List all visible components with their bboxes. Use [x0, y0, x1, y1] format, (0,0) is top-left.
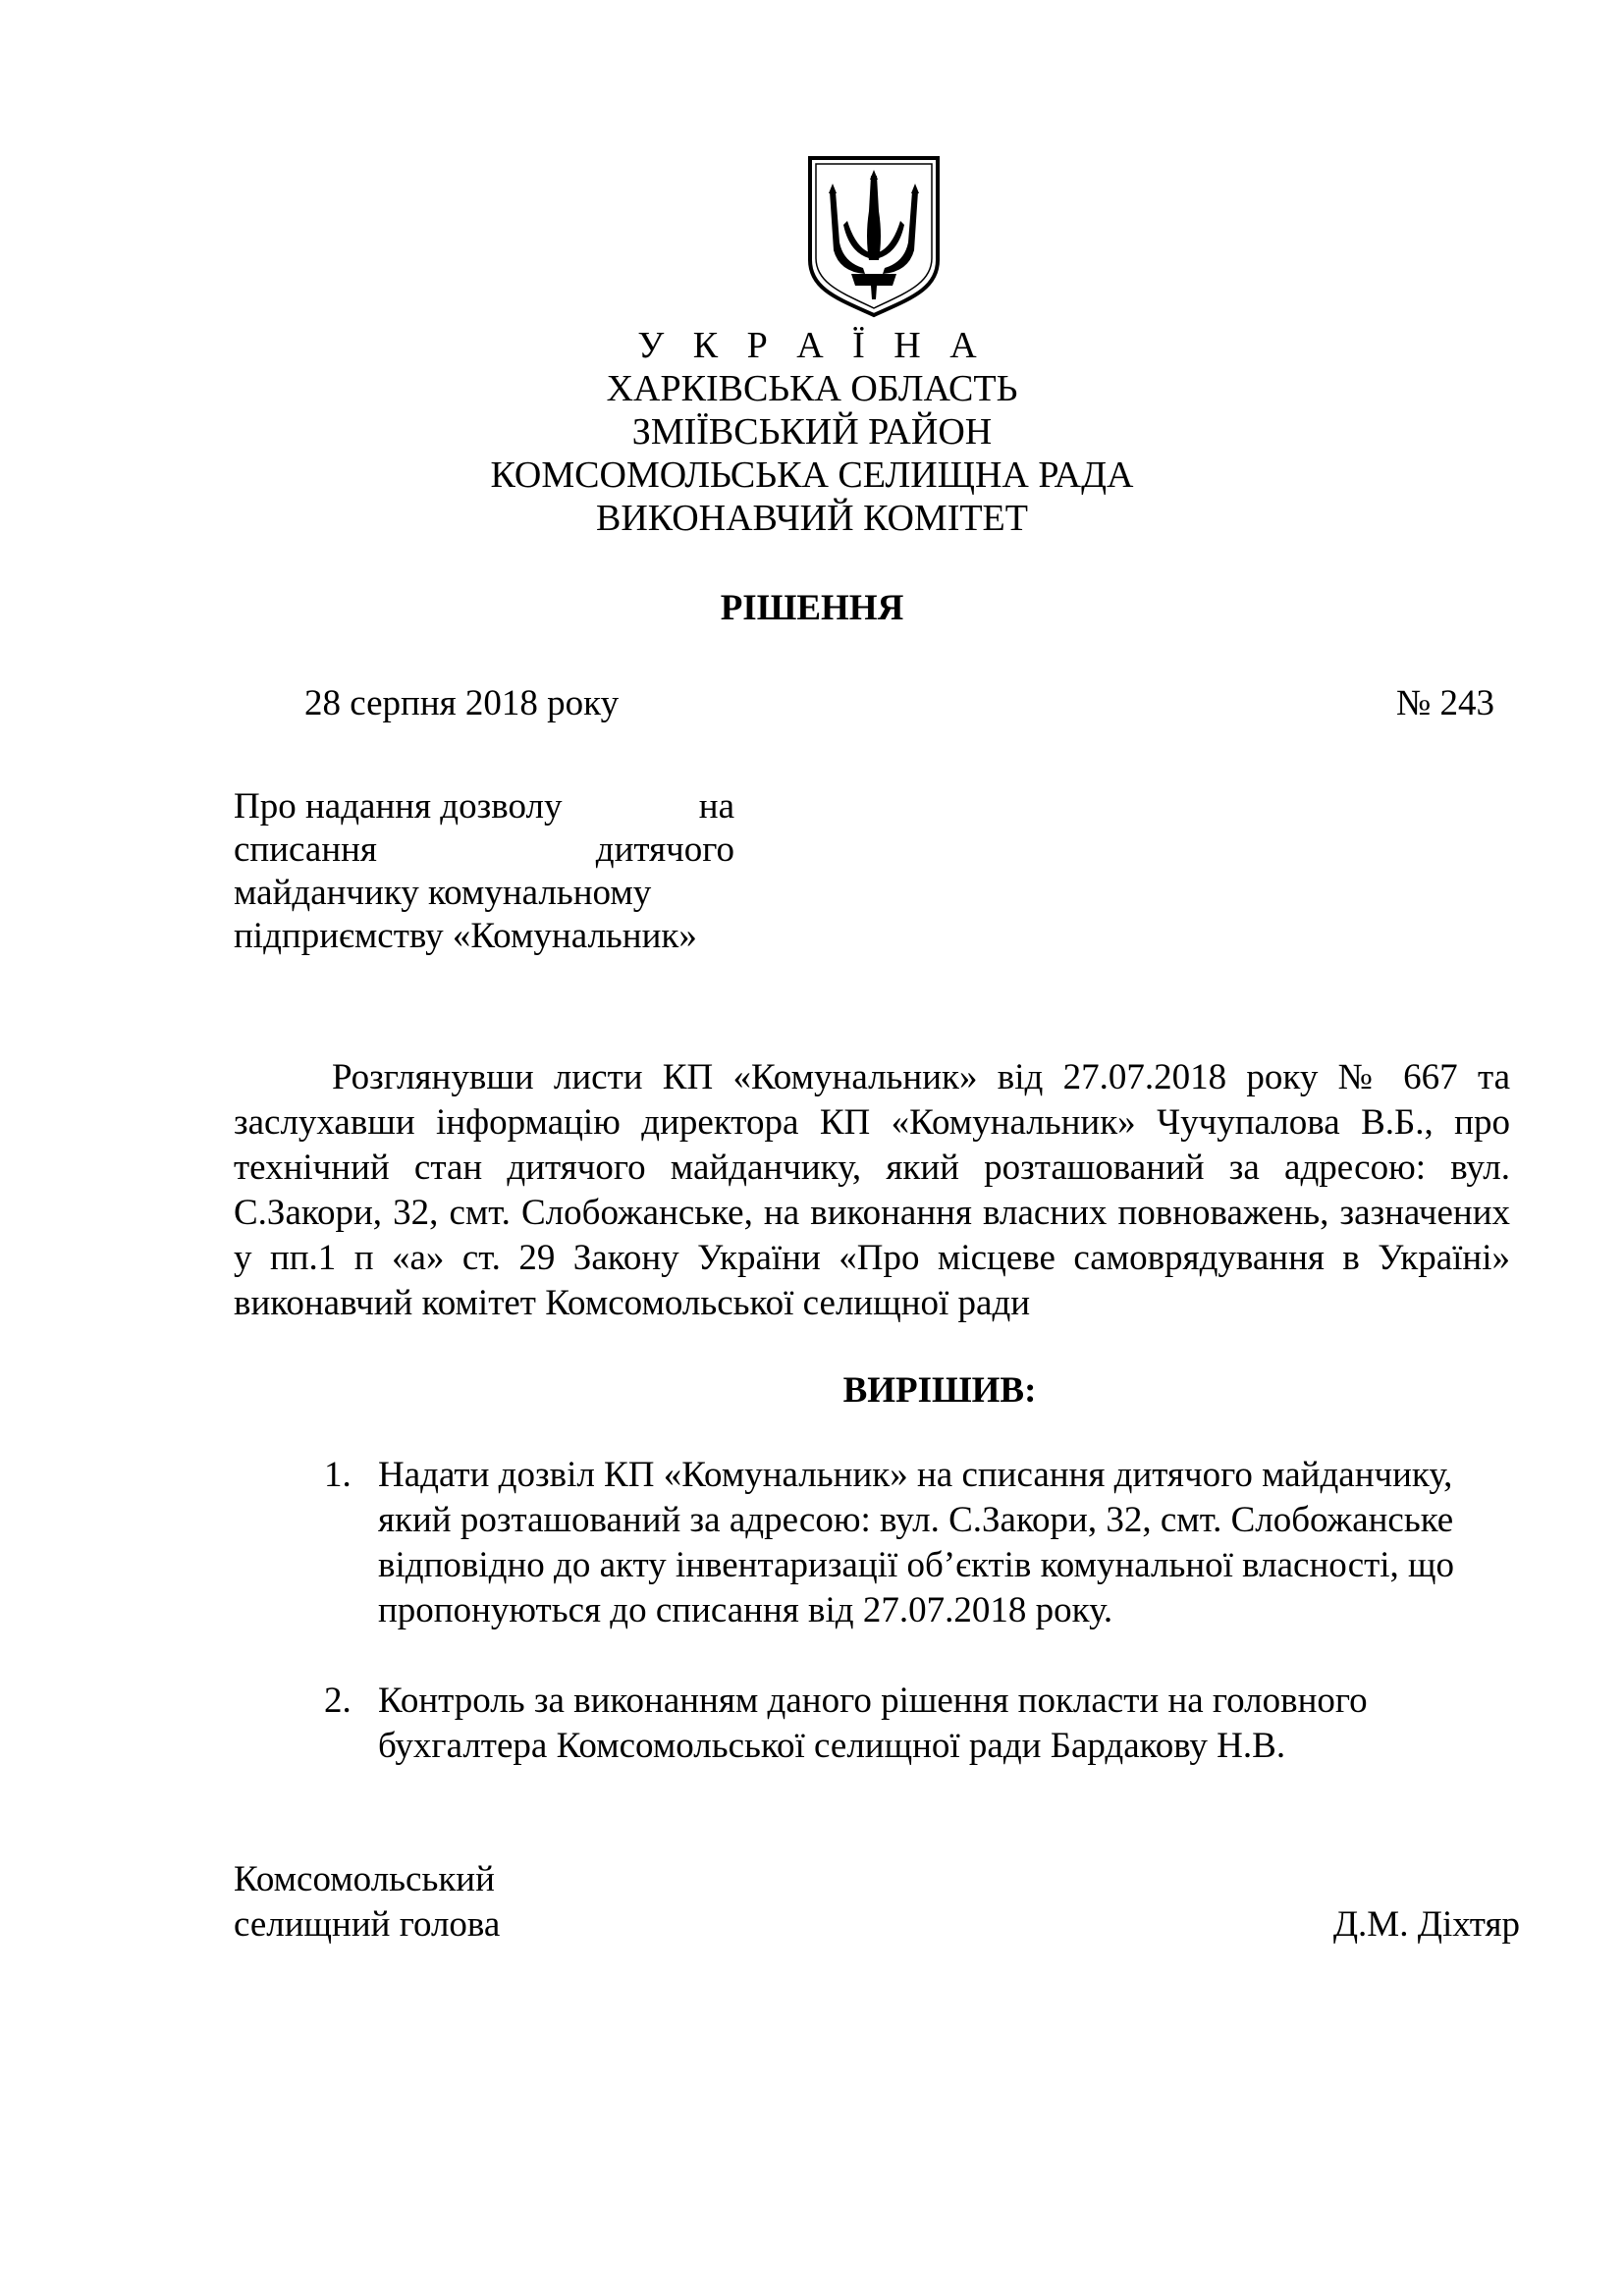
header-council: КОМСОМОЛЬСЬКА СЕЛИЩНА РАДА [490, 454, 1134, 496]
preamble-paragraph: Розглянувши листи КП «Комунальник» від 27.07.2018 року № 667 та заслухавши інформацію директора КП «Комунальник» Чучупалова В.Б., про технічний стан дитячого майданчику, який розташований за адресою: вул. С.Закори, 32, смт. Слобожанське, на виконання власних повноважень, зазначених у пп.1 п «а» ст. 29 Закону України «Про місцеве самоврядування в Україні» виконавчий комітет Комсомольської селищної ради [234, 1057, 1510, 1323]
resolution-item-text: Надати дозвіл КП «Комунальник» на списання дитячого майданчику, який розташований за адресою: вул. С.Закори, 32, смт. Слобожанське відповідно до акту інвентаризації об’єктів комунальної власності, що пропонуються до списання від 27.07.2018 року. [378, 1455, 1455, 1630]
header-committee: ВИКОНАВЧИЙ КОМІТЕТ [596, 498, 1028, 539]
header-region: ХАРКІВСЬКА ОБЛАСТЬ [606, 368, 1018, 409]
resolution-item-number: 2. [324, 1681, 352, 1721]
subject-line-4: підприємству «Комунальник» [234, 916, 697, 956]
document-subject [234, 785, 734, 958]
subject-line-1 [234, 785, 734, 828]
signatory-title [234, 1857, 500, 1948]
document-type-title: РІШЕННЯ [720, 588, 904, 628]
resolution-item-number: 1. [324, 1455, 352, 1495]
signatory-name: Д.М. Діхтяр [1332, 1904, 1520, 1945]
resolution-item [324, 1453, 1522, 1633]
resolved-heading: ВИРІШИВ: [842, 1370, 1037, 1411]
document-number: № 243 [1395, 683, 1494, 723]
resolution-item-text: Контроль за виконанням даного рішення покласти на головного бухгалтера Комсомольської селищної ради Бардакову Н.В. [378, 1681, 1368, 1766]
coat-of-arms-icon [800, 152, 947, 319]
resolution-items [324, 1453, 1522, 1814]
subject-line-1-right: на [698, 786, 734, 827]
subject-line-2-left: списання [234, 829, 377, 870]
subject-line-3: майданчику комунальному [234, 873, 652, 913]
header-district: ЗМІЇВСЬКИЙ РАЙОН [631, 411, 993, 453]
resolution-item [324, 1679, 1522, 1769]
header-country: У К Р А Ї Н А [637, 325, 987, 366]
subject-line-2-right: дитячого [595, 829, 734, 870]
document-date: 28 серпня 2018 року [304, 683, 620, 723]
signatory-title-line-2: селищний голова [234, 1904, 501, 1945]
signatory-title-line-1: Комсомольський [234, 1859, 495, 1899]
subject-line-2 [234, 828, 734, 872]
subject-line-1-left: Про надання дозволу [234, 786, 563, 827]
document-header [0, 324, 1624, 540]
